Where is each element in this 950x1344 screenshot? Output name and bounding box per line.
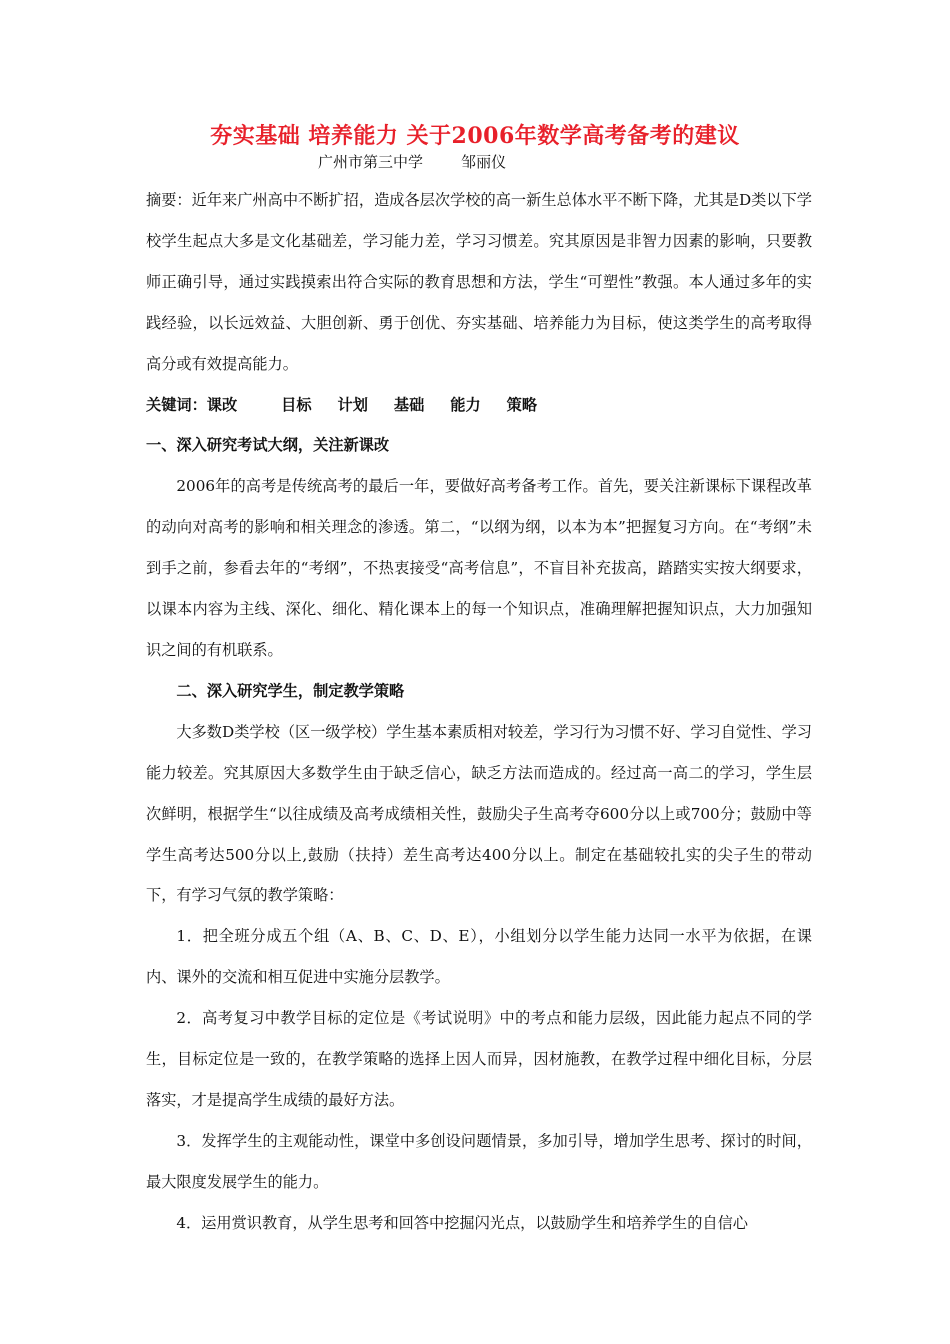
keywords-line [146,385,812,426]
abstract-paragraph: 摘要：近年来广州高中不断扩招，造成各层次学校的高一新生总体水平不断下降，尤其是D类以下学校学生起点大多是文化基础差，学习能力差，学习习惯差。究其原因是非智力因素的影响，只要教师正确引导，通过实践摸索出符合实际的教育思想和方法，学生“可塑性”教强。本人通过多年的实践经验，以长远效益、大胆创新、勇于创优、夯实基础、培养能力为目标，使这类学生的高考取得高分或有效提高能力。 [146,191,812,373]
keyword: 课改 [206,395,238,414]
section-2-paragraph: 大多数D类学校（区一级学校）学生基本素质相对较差，学习行为习惯不好、学习自觉性、学习能力较差。究其原因大多数学生由于缺乏信心，缺乏方法而造成的。经过高一高二的学习，学生层次鲜明，根据学生“以往成绩及高考成绩相关性，鼓励尖子生高考夺600分以上或700分；鼓励中等学生高考达500分以上,鼓励（扶持）差生高考达400分以上。制定在基础较扎实的尖子生的带动下，有学习气氛的教学策略： [146,722,812,905]
keyword: 目标 [281,395,312,414]
strategy-item-4: 4．运用赏识教育，从学生思考和回答中挖掘闪光点，以鼓励学生和培养学生的自信心 [176,1213,748,1232]
strategy-item-2: 2．高考复习中教学目标的定位是《考试说明》中的考点和能力层级，因此能力起点不同的学生，目标定位是一致的，在教学策略的选择上因人而异，因材施教，在教学过程中细化目标，分层落实，才是提高学生成绩的最好方法。 [146,1009,812,1109]
keyword: 能力 [450,395,481,414]
strategy-item-1: 1．把全班分成五个组（A、B、C、D、E），小组划分以学生能力达同一水平为依据，在课内、课外的交流和相互促进中实施分层教学。 [146,927,812,987]
keywords-label: 关键词： [146,395,207,414]
keyword: 基础 [393,395,425,414]
keyword: 计划 [337,395,368,414]
section-heading-1: 一、深入研究考试大纲，关注新课改 [146,436,389,455]
section-heading-2: 二、深入研究学生，制定教学策略 [176,681,405,700]
author-byline: 广州市第三中学 邹丽仪 [318,153,507,171]
document-title: 夯实基础 培养能力 关于2006年数学高考备考的建议 [210,123,740,149]
strategy-item-3: 3．发挥学生的主观能动性，课堂中多创设问题情景，多加引导，增加学生思考、探讨的时间，最大限度发展学生的能力。 [146,1131,812,1191]
document-body [146,180,812,1244]
section-1-paragraph: 2006年的高考是传统高考的最后一年，要做好高考备考工作。首先，要关注新课标下课程改革的动向对高考的影响和相关理念的渗透。第二，“以纲为纲，以本为本”把握复习方向。在“考纲”未到手之前，参看去年的“考纲”，不热衷接受“高考信息”，不盲目补充拔高，踏踏实实按大纲要求，以课本内容为主线、深化、细化、精化课本上的每一个知识点，准确理解把握知识点，大力加强知识之间的有机联系。 [146,477,812,659]
keyword: 策略 [506,395,537,414]
